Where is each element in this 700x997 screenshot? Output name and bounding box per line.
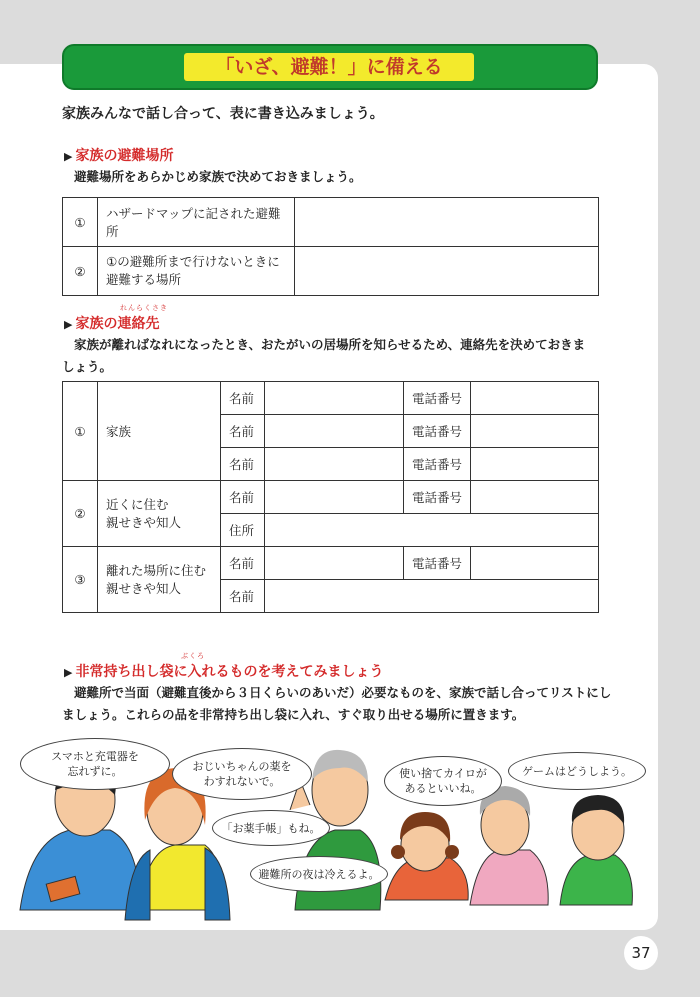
speech-bubble: [172, 748, 312, 800]
speech-bubble: [384, 756, 502, 806]
text-line: 避難所で当面（避難直後から３日くらいのあいだ）必要なものを、家族で話し合ってリストにし: [74, 685, 612, 700]
section3-heading-text: 非常持ち出し: [75, 664, 160, 680]
row-label-line: ①の避難所まで行けないときに: [106, 254, 280, 269]
speech-bubble: [250, 856, 388, 892]
name-label: 名前: [221, 481, 265, 514]
section2-heading-text: 家族の: [75, 316, 118, 332]
text-line: 家族が離ればなれになったとき、おたがいの居場所を知らせるため、連絡先を決めておきま: [74, 337, 586, 352]
name-label: 名前: [221, 448, 265, 481]
speech-bubble: [508, 752, 646, 790]
section2-heading-text: 連絡先: [117, 316, 160, 332]
text-line: ましょう。これらの品を非常持ち出し袋に入れ、すぐ取り出せる場所に置きます。: [62, 707, 525, 722]
ruby-text: ぶくろ: [181, 652, 205, 660]
row-label-line: 離れた場所に住む: [106, 562, 207, 578]
section3-heading-text: 袋: [159, 664, 174, 680]
section3-heading-text: に入れるものを考えてみましょう: [173, 664, 384, 680]
boy-figure: [560, 795, 632, 905]
name-label: 名前: [221, 382, 265, 415]
phone-label: 電話番号: [404, 481, 471, 514]
triangle-icon: ▶: [64, 150, 73, 163]
bubble-text: ゲームはどうしよう。: [522, 764, 632, 778]
girl-figure: [385, 812, 468, 900]
name-label: 名前: [221, 580, 265, 613]
row-label-line: 親せきや知人: [106, 580, 182, 596]
row-number: ②: [63, 481, 98, 547]
bubble-text: あるといいね。: [404, 782, 482, 795]
phone-label: 電話番号: [404, 382, 471, 415]
phone-label: 電話番号: [404, 448, 471, 481]
ruby-text: れんらくさき: [120, 304, 168, 312]
row-number: ①: [63, 382, 98, 481]
bubble-text: 「お薬手帳」もね。: [221, 821, 321, 835]
bubble-text: 忘れずに。: [67, 765, 123, 778]
row-label-line: 親せきや知人: [106, 514, 182, 530]
speech-bubble: [20, 738, 170, 790]
name-label: 名前: [221, 547, 265, 580]
row-label-line: 避難する場所: [106, 272, 182, 287]
bubble-text: 避難所の夜は冷えるよ。: [258, 867, 380, 881]
section1-text: 避難場所をあらかじめ家族で決めておきましょう。: [74, 169, 362, 184]
bubble-text: わすれないで。: [203, 775, 281, 788]
bubble-text: 使い捨てカイロが: [399, 767, 487, 780]
bubble-text: おじいちゃんの薬を: [192, 760, 292, 773]
row-number: ①: [63, 198, 98, 247]
row-label: 家族: [98, 382, 221, 481]
phone-label: 電話番号: [404, 547, 471, 580]
bubble-text: スマホと充電器を: [51, 750, 139, 763]
row-label-line: 近くに住む: [106, 496, 169, 512]
row-number: ②: [63, 247, 98, 296]
row-label: ハザードマップに記された避難所: [98, 198, 295, 247]
page-number: 37: [624, 936, 658, 970]
section1-heading-text: 家族の避難場所: [75, 148, 174, 164]
address-label: 住所: [221, 514, 265, 547]
phone-label: 電話番号: [404, 415, 471, 448]
text-line: しょう。: [62, 359, 113, 374]
page-title: 「いざ、避難！」に備える: [184, 53, 474, 81]
name-label: 名前: [221, 415, 265, 448]
triangle-icon: ▶: [64, 318, 73, 331]
speech-bubble: [212, 810, 330, 846]
lead-text: 家族みんなで話し合って、表に書き込みましょう。: [62, 106, 384, 122]
grandmother-figure: [470, 786, 548, 905]
row-number: ③: [63, 547, 98, 613]
triangle-icon: ▶: [64, 666, 73, 679]
